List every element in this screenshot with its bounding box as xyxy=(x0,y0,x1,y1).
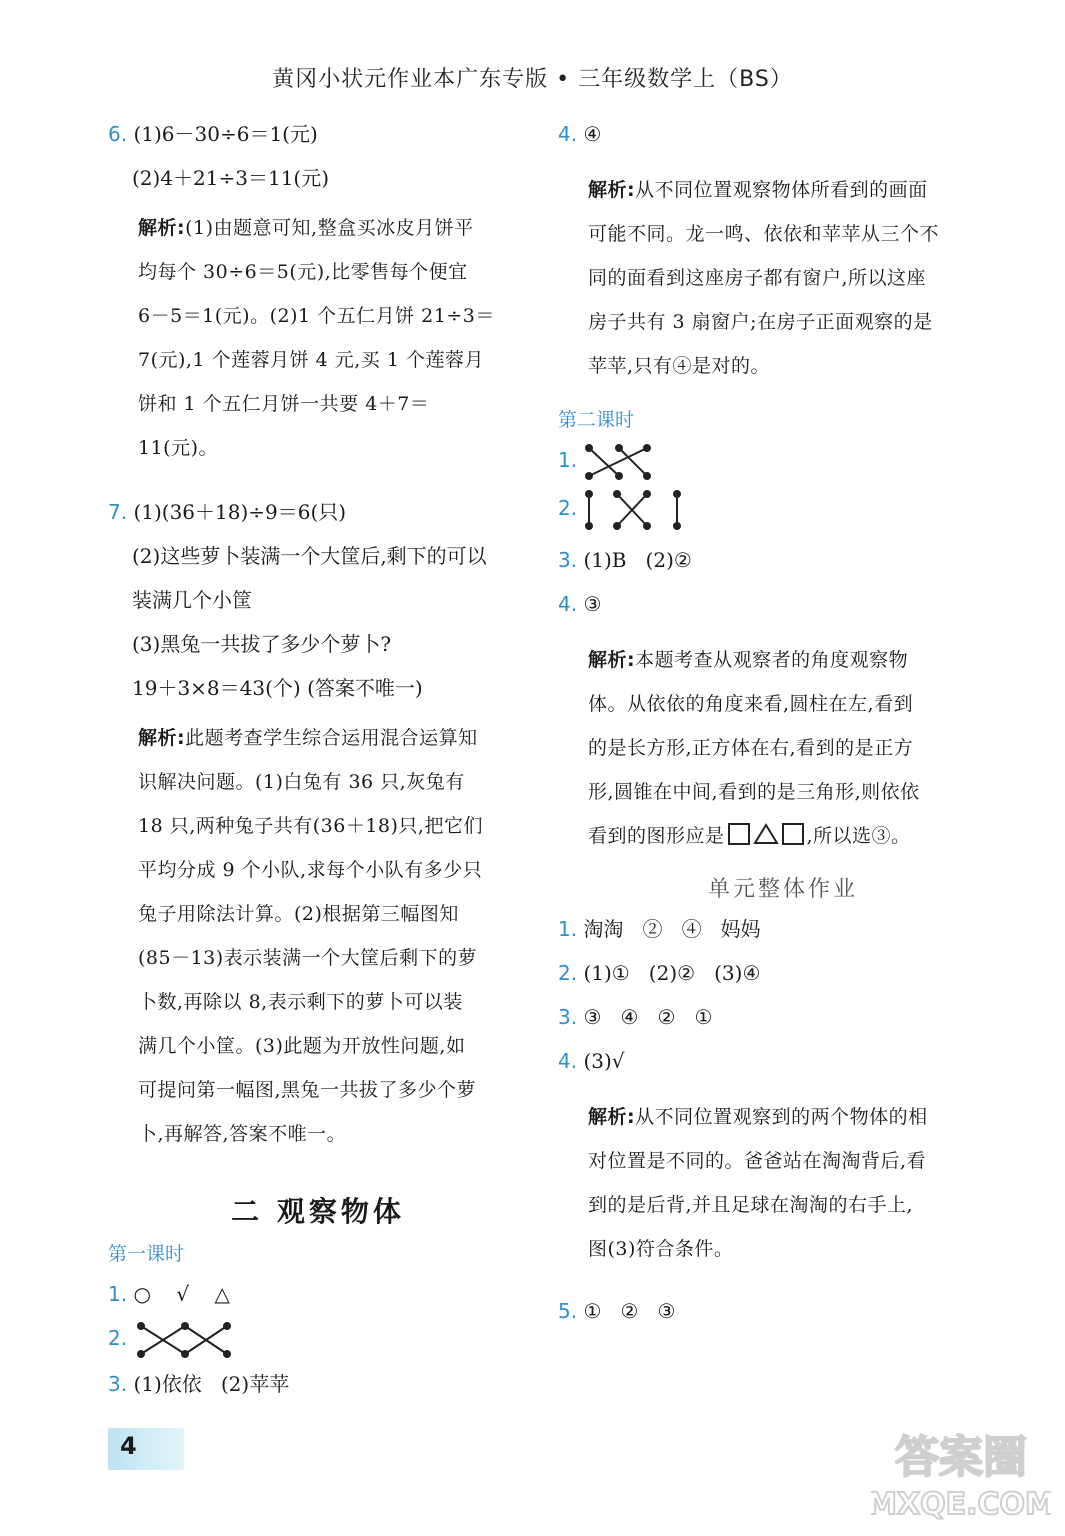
u-q2 xyxy=(558,951,978,995)
explain-line: 从不同位置观察到的两个物体的相 xyxy=(635,1106,928,1128)
u-q4 xyxy=(558,1039,978,1083)
triangle-icon xyxy=(753,823,779,845)
explain-line: 的是长方形,正方体在右,看到的是正方 xyxy=(588,737,914,759)
q7-answer-1 xyxy=(108,490,528,534)
explain-line: 体。从依依的角度来看,圆柱在左,看到 xyxy=(588,693,914,715)
explain-line: 从不同位置观察物体所看到的画面 xyxy=(635,179,928,201)
explain-line: 18 只,两种兔子共有(36＋18)只,把它们 xyxy=(138,815,483,837)
r-q4-number: 4. xyxy=(558,122,578,146)
explain-line: 此题考查学生综合运用混合运算知 xyxy=(185,727,478,749)
square-icon xyxy=(728,823,750,845)
explain-label: 解析: xyxy=(138,727,186,749)
explain-line: 到的是后背,并且足球在淘淘的右手上, xyxy=(588,1194,914,1216)
q6-answer-1 xyxy=(108,112,528,156)
triangle-symbol: △ xyxy=(214,1282,230,1306)
explain-line: 本题考查从观察者的角度观察物 xyxy=(635,649,909,671)
explain-line: 6－5＝1(元)。(2)1 个五仁月饼 21÷3＝ xyxy=(138,305,495,327)
l2-q3-answer: (1)B (2)② xyxy=(583,548,692,572)
l2-q3 xyxy=(558,538,978,582)
l2-q1 xyxy=(558,438,978,486)
circle-symbol: ○ xyxy=(133,1282,151,1306)
r-q4 xyxy=(558,112,978,156)
u-q5 xyxy=(558,1289,978,1333)
u-q1-number: 1. xyxy=(558,917,578,941)
matching-diagram-icon xyxy=(133,1320,233,1360)
u-q5-number: 5. xyxy=(558,1299,578,1323)
l2-q1-number: 1. xyxy=(558,448,578,472)
lesson-title: 第一课时 xyxy=(108,1243,185,1265)
explain-line-part: ,所以选③。 xyxy=(806,825,911,847)
explain-label: 解析: xyxy=(588,649,636,671)
explain-line: 识解决问题。(1)白兔有 36 只,灰兔有 xyxy=(138,771,465,793)
u-q4-explanation xyxy=(558,1095,978,1271)
explain-line: (1)由题意可知,整盒买冰皮月饼平 xyxy=(185,217,474,239)
page-number: 4 xyxy=(120,1432,137,1460)
q6-number: 6. xyxy=(108,122,128,146)
u-q3-number: 3. xyxy=(558,1005,578,1029)
explain-line: (85－13)表示装满一个大筐后剩下的萝 xyxy=(138,947,478,969)
explain-label: 解析: xyxy=(138,217,186,239)
matching-diagram-icon xyxy=(583,442,653,482)
explain-line: 形,圆锥在中间,看到的是三角形,则依依 xyxy=(588,781,920,803)
lesson-title: 第二课时 xyxy=(558,409,635,431)
q7-answer-3b: 19＋3×8＝43(个) (答案不唯一) xyxy=(132,676,423,700)
explain-line xyxy=(588,814,978,858)
u-q2-answer: (1)① (2)② (3)④ xyxy=(583,961,761,985)
watermark-text-2: MXQE.COM xyxy=(871,1487,1051,1522)
check-symbol: √ xyxy=(176,1282,190,1306)
right-column xyxy=(558,112,978,1333)
explain-line: 7(元),1 个莲蓉月饼 4 元,买 1 个莲蓉月 xyxy=(138,349,484,371)
q7-answer-2: (2)这些萝卜装满一个大筐后,剩下的可以 xyxy=(132,544,487,568)
explain-line: 11(元)。 xyxy=(138,437,219,459)
explain-line: 对位置是不同的。爸爸站在淘淘背后,看 xyxy=(588,1150,927,1172)
l1-q1-number: 1. xyxy=(108,1282,128,1306)
l2-q4-answer: ③ xyxy=(583,592,602,616)
explain-line: 兔子用除法计算。(2)根据第三幅图知 xyxy=(138,903,459,925)
l1-q1 xyxy=(108,1272,528,1316)
l1-q3-a: (1)依依 xyxy=(133,1372,202,1396)
u-q3-answer: ③ ④ ② ① xyxy=(583,1005,713,1029)
page-header: 黄冈小状元作业本广东专版 • 三年级数学上（BS） xyxy=(272,67,793,92)
u-q1 xyxy=(558,907,978,951)
l2-q2 xyxy=(558,486,978,538)
watermark-icon xyxy=(871,1416,1051,1526)
l2-q4-explanation xyxy=(558,638,978,858)
q6-a1: (1)6－30÷6＝1(元) xyxy=(133,122,318,146)
q7-a1: (1)(36＋18)÷9＝6(只) xyxy=(133,500,347,524)
watermark-logo xyxy=(871,1416,1051,1526)
u-q3 xyxy=(558,995,978,1039)
explain-line: 房子共有 3 扇窗户;在房子正面观察的是 xyxy=(588,311,933,333)
square-icon xyxy=(782,823,804,845)
l1-q3-number: 3. xyxy=(108,1372,128,1396)
u-q1-answer: 淘淘 ② ④ 妈妈 xyxy=(583,917,761,941)
explain-label: 解析: xyxy=(588,179,636,201)
l1-q3-b: (2)苹苹 xyxy=(220,1372,290,1396)
section-title: 二 观察物体 xyxy=(231,1195,405,1228)
explain-line-part: 看到的图形应是 xyxy=(588,825,725,847)
r-q4-answer: ④ xyxy=(583,122,602,146)
q6-explanation xyxy=(108,206,528,470)
q6-answer-2: (2)4＋21÷3＝11(元) xyxy=(132,166,330,190)
r-q4-explanation xyxy=(558,168,978,388)
explain-line: 均每个 30÷6＝5(元),比零售每个便宜 xyxy=(138,261,468,283)
left-column xyxy=(108,112,528,1406)
explain-line: 同的面看到这座房子都有窗户,所以这座 xyxy=(588,267,927,289)
q7-explanation xyxy=(108,716,528,1156)
u-q4-number: 4. xyxy=(558,1049,578,1073)
explain-line: 卜数,再除以 8,表示剩下的萝卜可以装 xyxy=(138,991,463,1013)
l2-q2-number: 2. xyxy=(558,496,578,520)
explain-line: 平均分成 9 个小队,求每个小队有多少只 xyxy=(138,859,483,881)
watermark-text-1: 答案圈 xyxy=(895,1432,1027,1483)
explain-line: 图(3)符合条件。 xyxy=(588,1238,734,1260)
explain-line: 饼和 1 个五仁月饼一共要 4＋7＝ xyxy=(138,393,430,415)
u-q4-answer: (3)√ xyxy=(583,1049,625,1073)
l2-q4-number: 4. xyxy=(558,592,578,616)
explain-line: 卜,再解答,答案不唯一。 xyxy=(138,1123,347,1145)
l1-q2-number: 2. xyxy=(108,1326,128,1350)
explain-label: 解析: xyxy=(588,1106,636,1128)
explain-line: 苹苹,只有④是对的。 xyxy=(588,355,771,377)
unit-title: 单元整体作业 xyxy=(707,877,858,902)
explain-line: 可提问第一幅图,黑兔一共拔了多少个萝 xyxy=(138,1079,477,1101)
u-q5-answer: ① ② ③ xyxy=(583,1299,676,1323)
q7-answer-3: (3)黑兔一共拔了多少个萝卜? xyxy=(132,632,392,656)
l2-q4 xyxy=(558,582,978,626)
l1-q3 xyxy=(108,1362,528,1406)
u-q2-number: 2. xyxy=(558,961,578,985)
l2-q3-number: 3. xyxy=(558,548,578,572)
q7-number: 7. xyxy=(108,500,128,524)
explain-line: 可能不同。龙一鸣、依依和苹苹从三个不 xyxy=(588,223,940,245)
matching-diagram-icon xyxy=(583,490,683,530)
q7-answer-2b: 装满几个小筐 xyxy=(132,588,252,612)
l1-q2 xyxy=(108,1316,528,1362)
page-number-badge xyxy=(108,1428,184,1470)
explain-line: 满几个小筐。(3)此题为开放性问题,如 xyxy=(138,1035,466,1057)
